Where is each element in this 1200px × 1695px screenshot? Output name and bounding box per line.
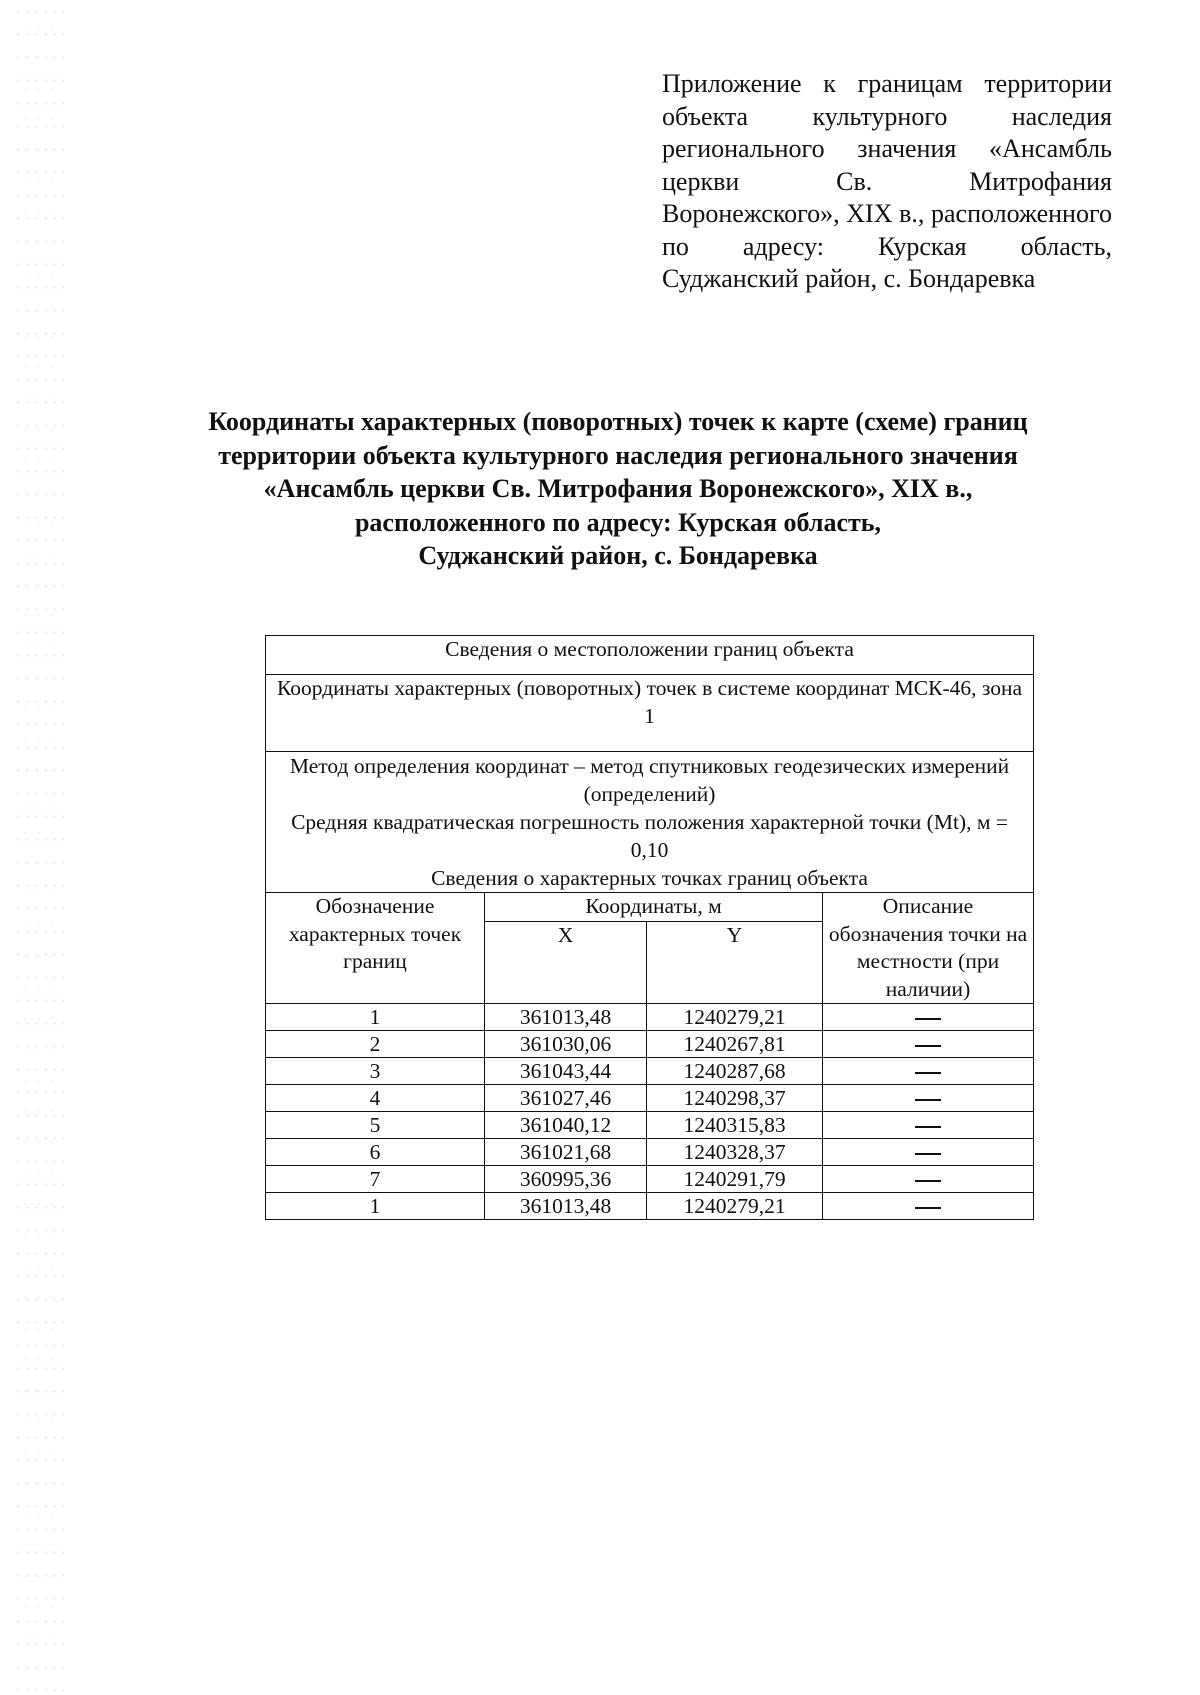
coordinate-system-row xyxy=(266,675,1034,752)
description-cell xyxy=(823,1112,1034,1139)
accuracy-text: Средняя квадратическая погрешность положения характерной точки (Mt), м = 0,10 xyxy=(291,810,1008,862)
description-cell xyxy=(823,1193,1034,1220)
x-header: X xyxy=(485,921,647,1004)
description-header: Описание обозначения точки на местности (при наличии) xyxy=(823,893,1034,1004)
x-coordinate-cell: 360995,36 xyxy=(485,1166,647,1193)
point-cell: 5 xyxy=(266,1112,485,1139)
description-cell xyxy=(823,1058,1034,1085)
coordinates-header: Координаты, м xyxy=(485,893,823,922)
title-line: Суджанский район, с. Бондаревка xyxy=(418,541,818,570)
y-coordinate-cell: 1240267,81 xyxy=(647,1031,823,1058)
point-cell: 1 xyxy=(266,1004,485,1031)
dash-mark xyxy=(915,1207,941,1209)
coordinates-table xyxy=(265,635,1034,1220)
point-cell: 1 xyxy=(266,1193,485,1220)
location-info-cell: Сведения о местоположении границ объекта xyxy=(266,636,1034,675)
description-cell xyxy=(823,1004,1034,1031)
table-row xyxy=(266,1193,1034,1220)
method-row xyxy=(266,752,1034,893)
y-coordinate-cell: 1240279,21 xyxy=(647,1193,823,1220)
points-info-text: Сведения о характерных точках границ объекта xyxy=(431,866,868,890)
x-coordinate-cell: 361030,06 xyxy=(485,1031,647,1058)
y-coordinate-cell: 1240328,37 xyxy=(647,1139,823,1166)
scan-margin-artifacts xyxy=(14,0,64,1695)
x-coordinate-cell: 361021,68 xyxy=(485,1139,647,1166)
table-row xyxy=(266,1139,1034,1166)
y-coordinate-cell: 1240287,68 xyxy=(647,1058,823,1085)
dash-mark xyxy=(915,1153,941,1155)
method-text: Метод определения координат – метод спутниковых геодезических измерений (определений) xyxy=(289,754,1010,806)
table-row xyxy=(266,1085,1034,1112)
table-row xyxy=(266,1004,1034,1031)
header-row xyxy=(266,893,1034,922)
dash-mark xyxy=(915,1126,941,1128)
x-coordinate-cell: 361040,12 xyxy=(485,1112,647,1139)
point-cell: 3 xyxy=(266,1058,485,1085)
x-coordinate-cell: 361013,48 xyxy=(485,1193,647,1220)
dash-mark xyxy=(915,1180,941,1182)
point-cell: 7 xyxy=(266,1166,485,1193)
document-title xyxy=(150,405,1086,573)
dash-mark xyxy=(915,1045,941,1047)
y-coordinate-cell: 1240298,37 xyxy=(647,1085,823,1112)
title-line: расположенного по адресу: Курская область, xyxy=(354,507,882,537)
method-cell xyxy=(266,752,1034,893)
description-cell xyxy=(823,1139,1034,1166)
x-coordinate-cell: 361027,46 xyxy=(485,1085,647,1112)
location-info-row xyxy=(266,636,1034,675)
x-coordinate-cell: 361043,44 xyxy=(485,1058,647,1085)
dash-mark xyxy=(915,1072,941,1074)
annex-caption: Приложение к границам территории объекта культурного наследия регионального значения «Ансамбль церкви Св. Митрофания Воронежского», XIX в., расположенного по адресу: Курская область, Суджанский район, с. Бондаревка xyxy=(662,69,1112,293)
description-cell xyxy=(823,1166,1034,1193)
coordinate-system-cell: Координаты характерных (поворотных) точек в системе координат МСК-46, зона 1 xyxy=(266,675,1034,752)
table-row xyxy=(266,1031,1034,1058)
dash-mark xyxy=(915,1018,941,1020)
table-row xyxy=(266,1058,1034,1085)
description-cell xyxy=(823,1031,1034,1058)
y-header: Y xyxy=(647,921,823,1004)
title-line: территории объекта культурного наследия регионального значения xyxy=(218,440,1018,470)
table-row xyxy=(266,1166,1034,1193)
y-coordinate-cell: 1240279,21 xyxy=(647,1004,823,1031)
title-line: «Ансамбль церкви Св. Митрофания Воронежского», XIX в., xyxy=(263,474,973,503)
y-coordinate-cell: 1240291,79 xyxy=(647,1166,823,1193)
x-coordinate-cell: 361013,48 xyxy=(485,1004,647,1031)
point-cell: 2 xyxy=(266,1031,485,1058)
dash-mark xyxy=(915,1099,941,1101)
y-coordinate-cell: 1240315,83 xyxy=(647,1112,823,1139)
point-cell: 6 xyxy=(266,1139,485,1166)
point-cell: 4 xyxy=(266,1085,485,1112)
designation-header: Обозначение характерных точек границ xyxy=(266,893,485,1004)
title-line: Координаты характерных (поворотных) точек к карте (схеме) границ xyxy=(208,407,1028,436)
table-row xyxy=(266,1112,1034,1139)
description-cell xyxy=(823,1085,1034,1112)
